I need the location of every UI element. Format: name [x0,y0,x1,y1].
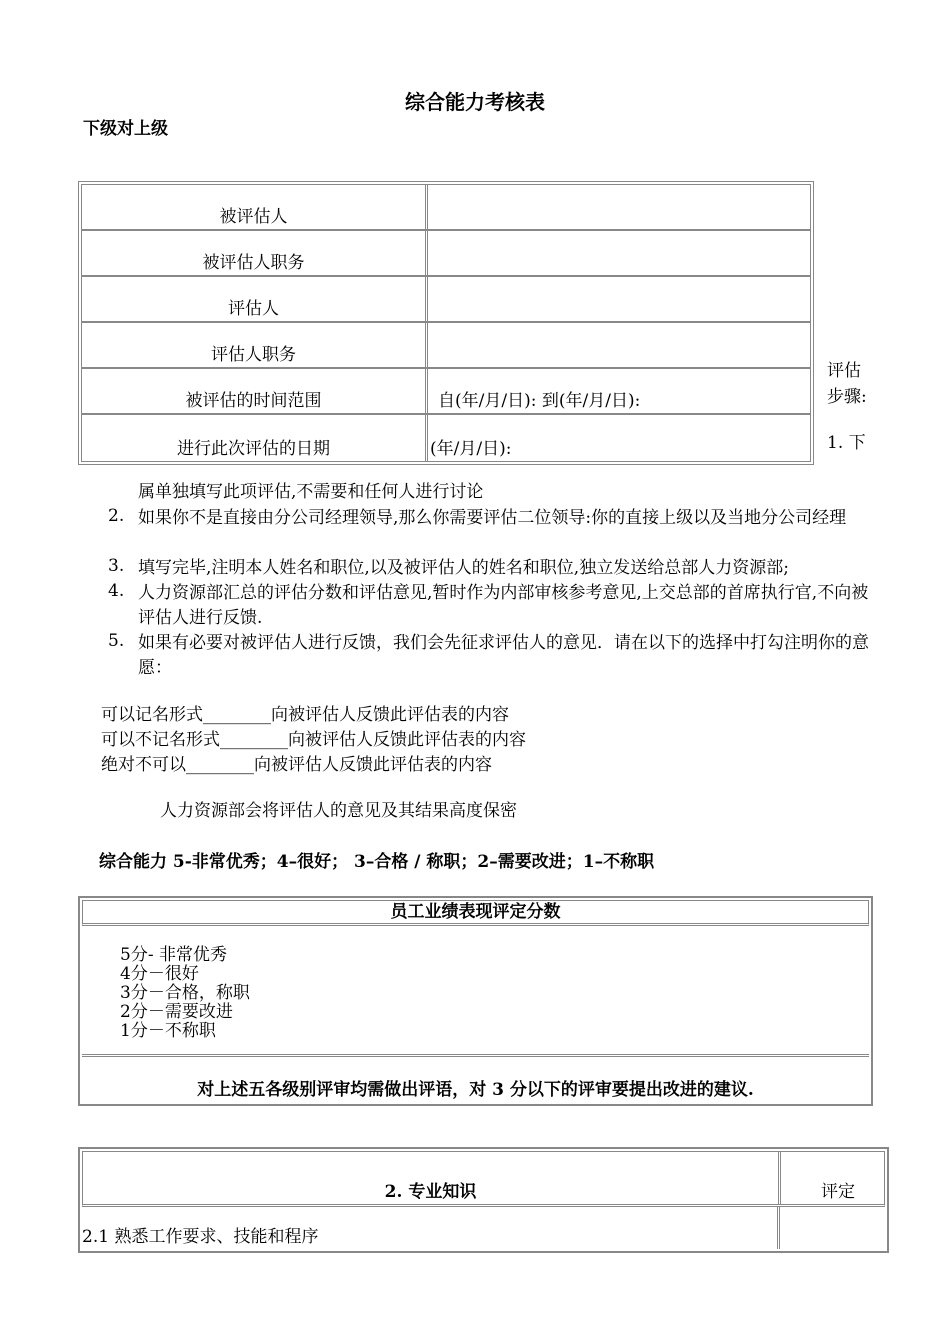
info-value-field[interactable] [428,185,810,229]
step-1-continued: 属单独填写此项评估,不需要和任何人进行讨论 [138,482,484,502]
step-text: 如果你不是直接由分公司经理领导,那么你需要评估二位领导:你的直接上级以及当地分公司经理 [138,508,847,528]
info-label: 被评估的时间范围 [185,391,322,411]
side-note-line3: 1. 下 [827,433,866,453]
info-label: 评估人 [228,299,279,319]
info-value-field[interactable] [428,277,810,321]
info-label: 被评估人职务 [202,253,305,273]
info-value-field[interactable]: 自(年/月/日): 到(年/月/日): [438,391,641,411]
info-row-evaluator [82,277,810,323]
score-level: 2分－需要改进 [120,1002,233,1022]
info-value-field[interactable]: (年/月/日): [430,439,512,459]
info-row-period [82,369,810,415]
feedback-choice-named[interactable]: 可以记名形式________向被评估人反馈此评估表的内容 [101,705,509,725]
section-title: 2. 专业知识 [384,1182,477,1202]
step-text: 如果有必要对被评估人进行反馈，我们会先征求评估人的意见．请在以下的选择中打勾注明你的意愿： [138,633,869,678]
step-number: 5. [108,631,125,651]
info-table [78,181,814,465]
info-row-date [82,415,810,461]
score-level: 5分- 非常优秀 [120,945,227,965]
feedback-choice-anonymous[interactable]: 可以不记名形式________向被评估人反馈此评估表的内容 [101,730,526,750]
side-note-line1: 评估 [827,361,861,381]
score-level: 4分－很好 [120,964,199,984]
page-subtitle: 下级对上级 [83,119,168,139]
step-text: 人力资源部汇总的评估分数和评估意见,暂时作为内部审核参考意见,上交总部的首席执行官,不向被评估人进行反馈. [138,583,869,628]
info-label: 评估人职务 [211,345,296,365]
rating-header: 评定 [821,1182,855,1202]
score-table-header: 员工业绩表现评定分数 [82,900,869,926]
page-title: 综合能力考核表 [405,90,545,114]
confidential-note: 人力资源部会将评估人的意见及其结果高度保密 [160,801,517,821]
step-number: 2. [108,506,125,526]
info-label: 进行此次评估的日期 [177,439,330,459]
info-value-field[interactable] [428,231,810,275]
info-row-evaluatee-position [82,231,810,277]
rating-cell[interactable] [780,1207,885,1249]
info-row-evaluator-position [82,323,810,369]
step-text: 填写完毕,注明本人姓名和职位,以及被评估人的姓名和职位,独立发送给总部人力资源部; [138,558,789,578]
info-label: 被评估人 [219,207,288,227]
score-level: 3分－合格，称职 [120,983,250,1003]
scale-legend: 综合能力 5-非常优秀；4–很好； 3–合格 / 称职；2–需要改进；1–不称职 [99,852,655,872]
info-value-field[interactable] [428,323,810,367]
knowledge-item: 2.1 熟悉工作要求、技能和程序 [82,1227,319,1247]
side-note-line2: 步骤: [827,387,867,407]
step-number: 3. [108,556,125,576]
step-number: 4. [108,581,125,601]
info-row-evaluatee [82,185,810,231]
score-level: 1分－不称职 [120,1021,216,1041]
feedback-choice-never[interactable]: 绝对不可以________向被评估人反馈此评估表的内容 [101,755,492,775]
knowledge-table [78,1147,889,1253]
score-table [78,896,873,1106]
score-table-footer: 对上述五各级别评审均需做出评语，对 3 分以下的评审要提出改进的建议. [197,1080,754,1100]
